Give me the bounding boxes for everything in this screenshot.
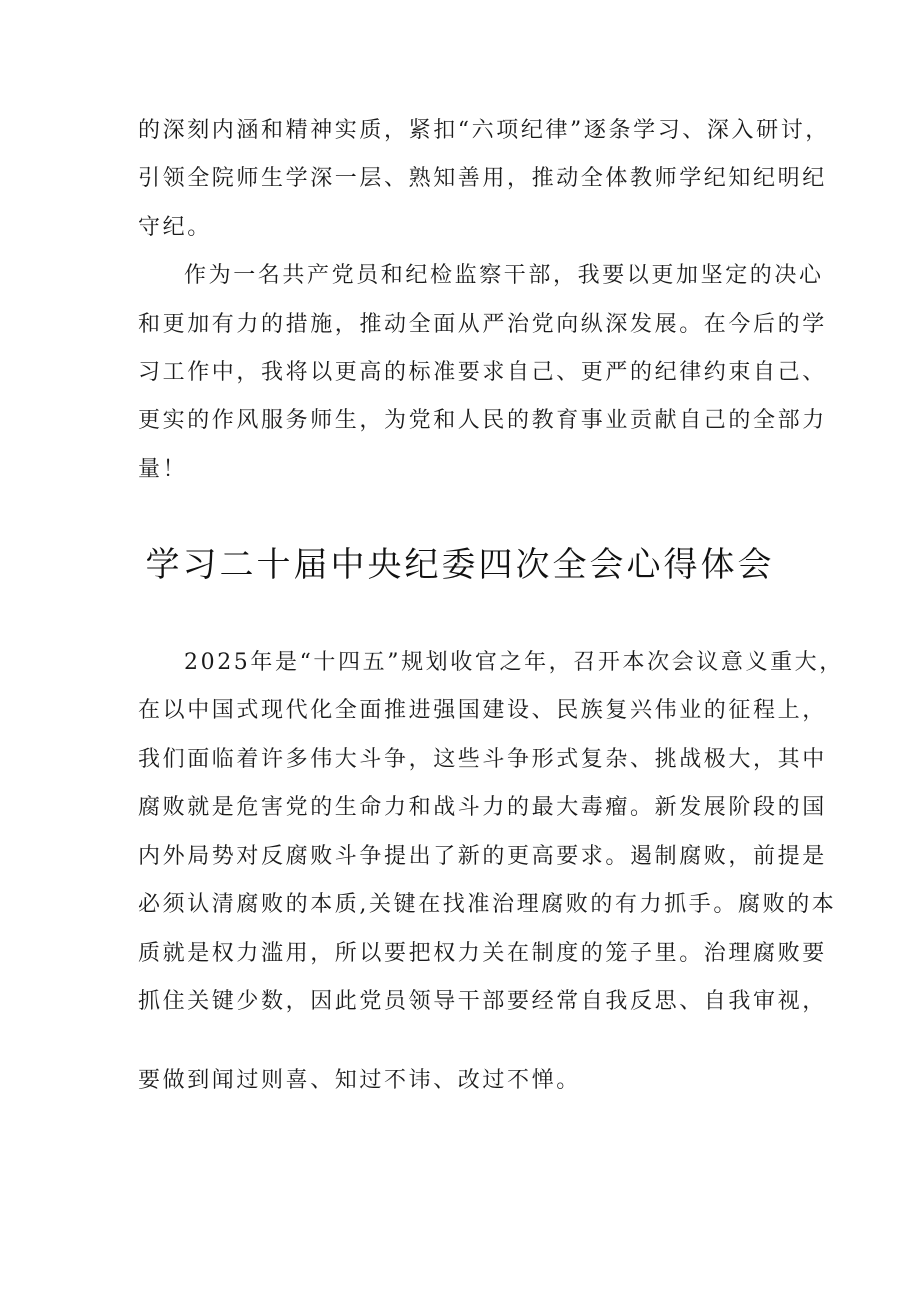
text-line: 腐败就是危害党的生命力和战斗力的最大毒瘤。新发展阶段的国 — [138, 795, 827, 820]
section-title: 学习二十届中央纪委四次全会心得体会 — [145, 545, 775, 585]
text-line: 内外局势对反腐败斗争提出了新的更高要求。遏制腐败，前提是 — [138, 844, 827, 869]
text-line: 量！ — [138, 457, 188, 482]
text-line: 抓住关键少数，因此党员领导干部要经常自我反思、自我审视， — [138, 989, 827, 1014]
text-line: 2025年是“十四五”规划收官之年，召开本次会议意义重大， — [184, 650, 844, 675]
text-line: 习工作中，我将以更高的标准要求自己、更严的纪律约束自己、 — [138, 360, 827, 385]
text-line: 引领全院师生学深一层、熟知善用，推动全体教师学纪知纪明纪 — [138, 166, 827, 191]
text-line: 更实的作风服务师生，为党和人民的教育事业贡献自己的全部力 — [138, 408, 827, 433]
text-line: 我们面临着许多伟大斗争，这些斗争形式复杂、挑战极大，其中 — [138, 747, 827, 772]
text-line: 质就是权力滥用，所以要把权力关在制度的笼子里。治理腐败要 — [138, 941, 827, 966]
text-line: 的深刻内涵和精神实质，紧扣“六项纪律”逐条学习、深入研讨， — [138, 118, 830, 143]
text-line: 在以中国式现代化全面推进强国建设、民族复兴伟业的征程上， — [138, 698, 827, 723]
text-line: 必须认清腐败的本质,关键在找准治理腐败的有力抓手。腐败的本 — [138, 892, 837, 917]
text-line: 守纪。 — [138, 215, 212, 240]
text-line: 和更加有力的措施，推动全面从严治党向纵深发展。在今后的学 — [138, 312, 827, 337]
text-line: 作为一名共产党员和纪检监察干部，我要以更加坚定的决心 — [184, 263, 824, 288]
text-line: 要做到闻过则喜、知过不讳、改过不惮。 — [138, 1068, 581, 1093]
